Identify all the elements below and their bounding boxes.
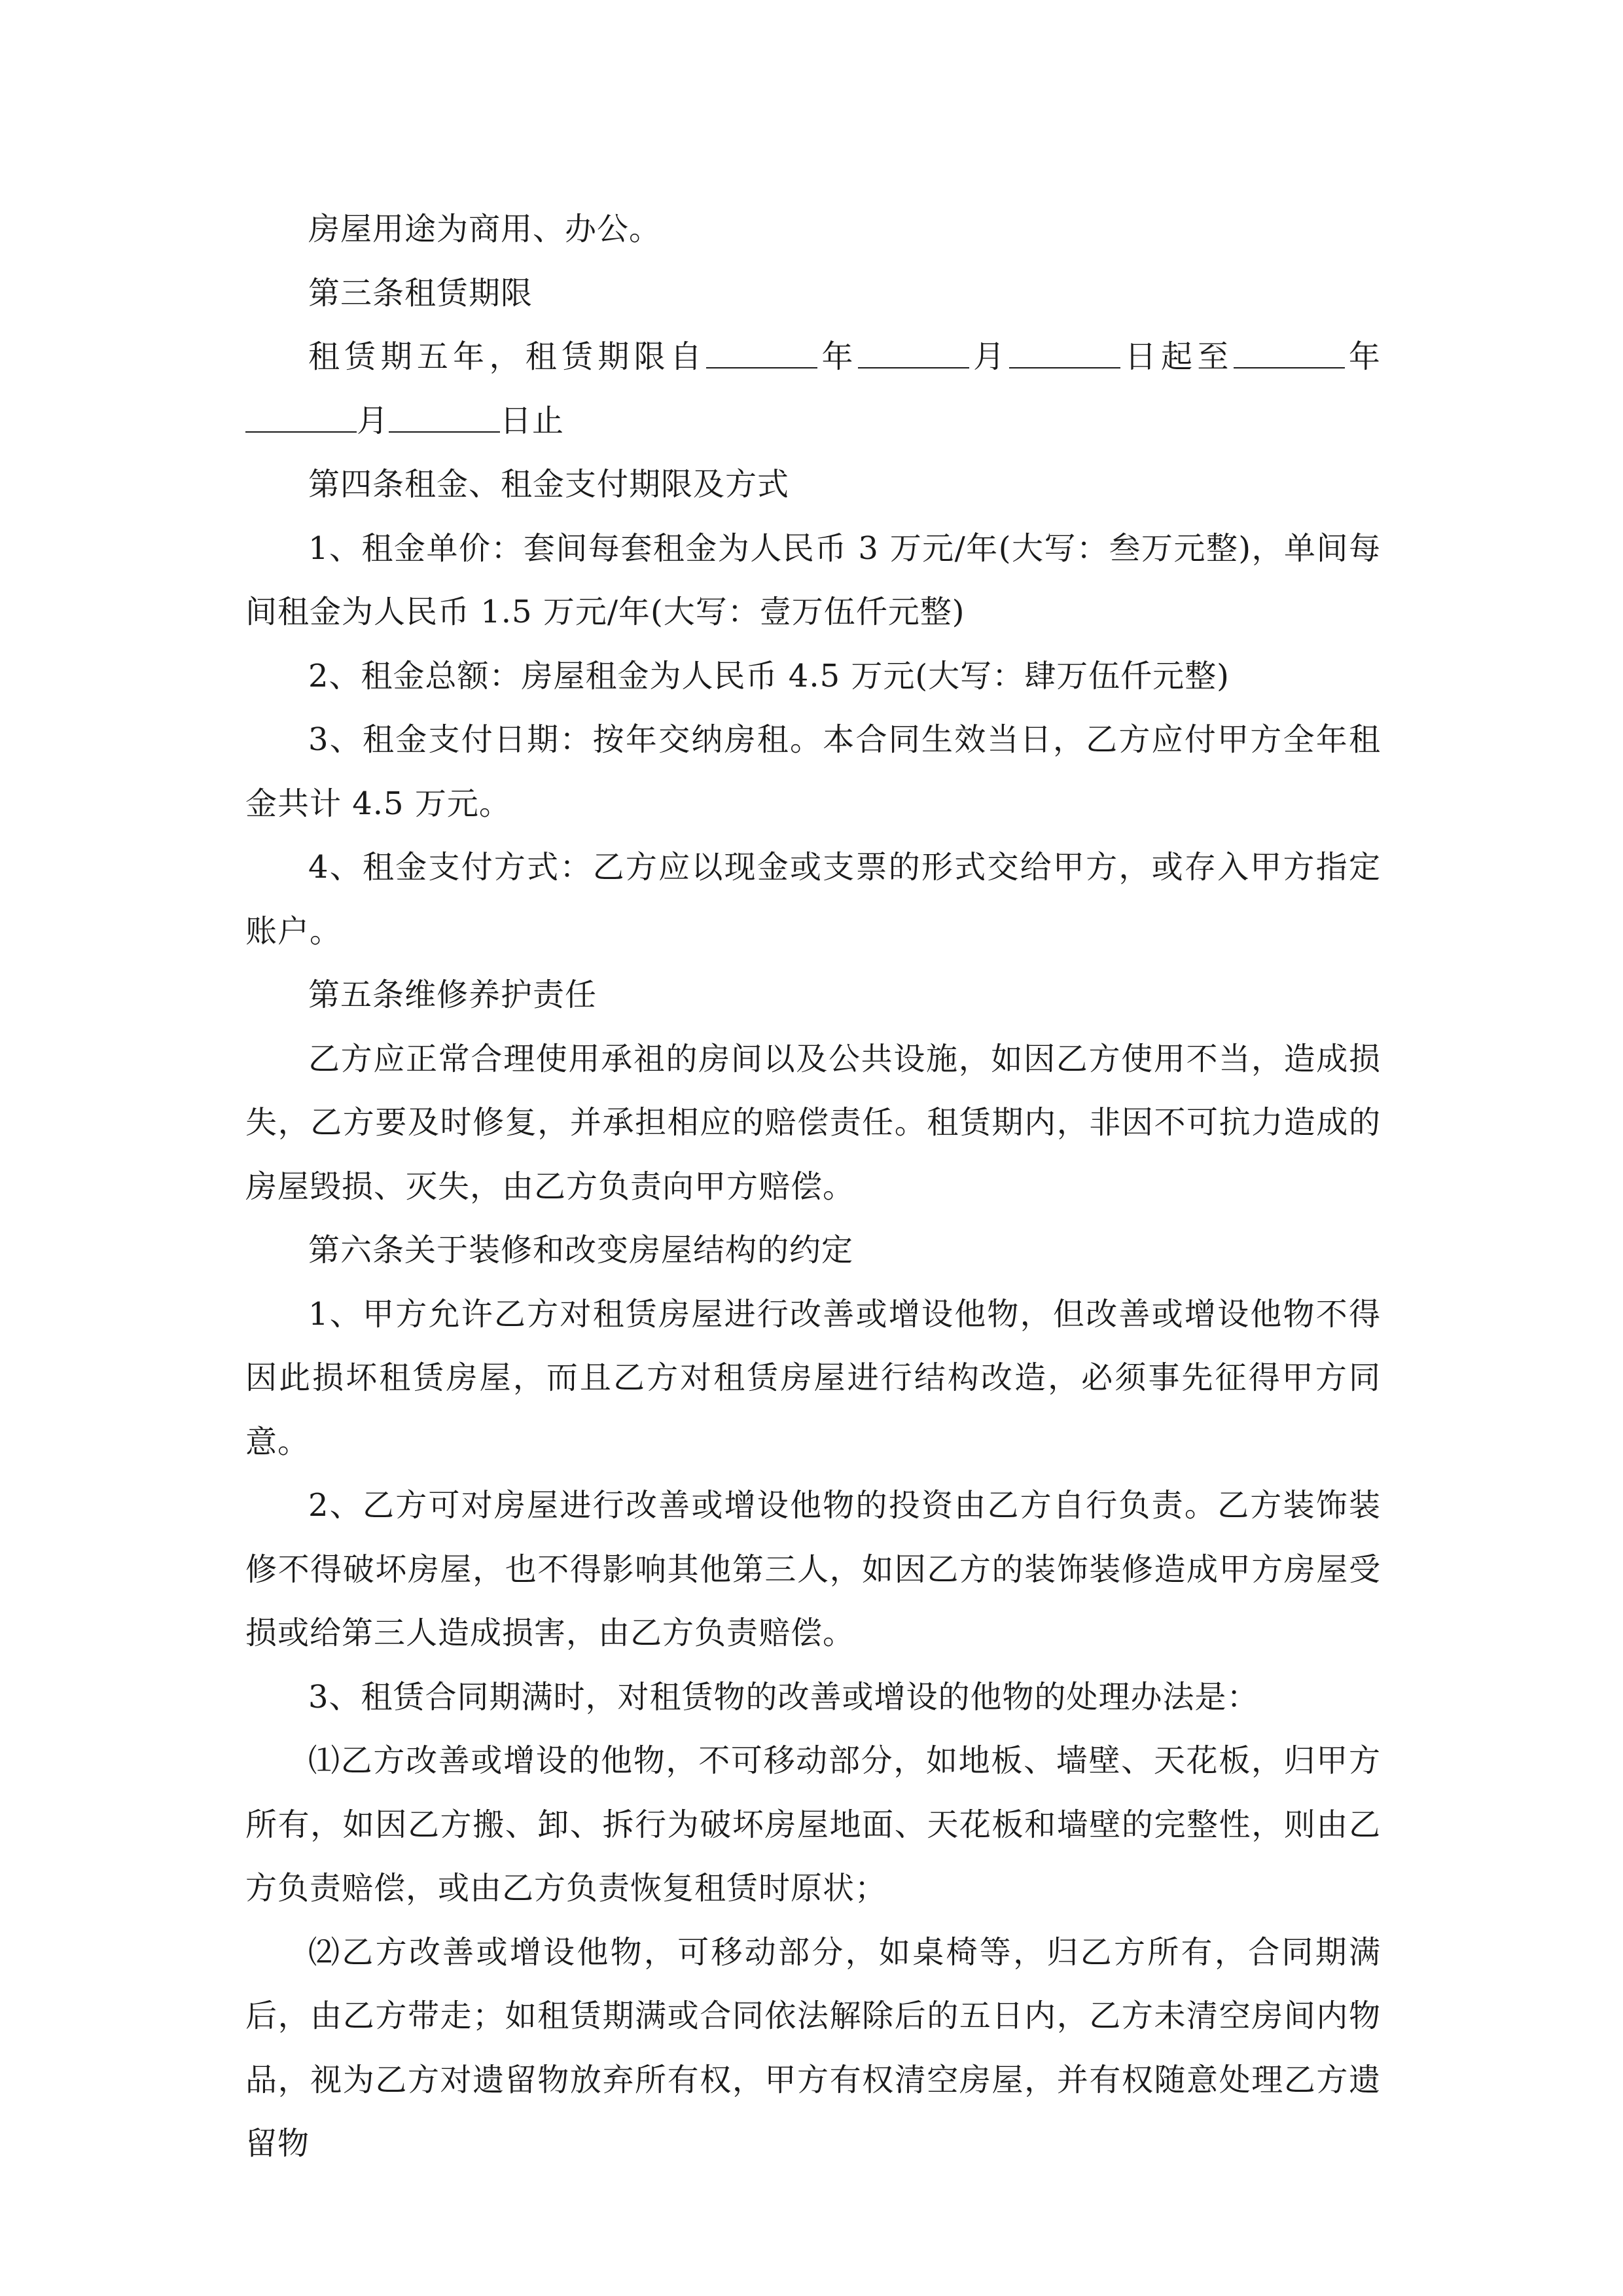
start-year-label: 年 (817, 338, 858, 375)
end-day-label: 日止 (500, 402, 565, 439)
renovation-subclause-2: ⑵乙方改善或增设他物，可移动部分，如桌椅等，归乙方所有，合同期满后，由乙方带走；如租赁期满或合同依法解除后的五日内，乙方未清空房间内物品，视为乙方对遗留物放弃所有权，甲方有权清空房屋，并有权随意处理乙方遗留物 (245, 1933, 1381, 2162)
document-body (245, 198, 1381, 2176)
start-month-label: 月 (969, 338, 1010, 375)
article-4-heading: 第四条租金、租金支付期限及方式 (308, 466, 790, 503)
end-day-blank (389, 405, 500, 433)
maintenance-paragraph: 乙方应正常合理使用承祖的房间以及公共设施，如因乙方使用不当，造成损失，乙方要及时修复，并承担相应的赔偿责任。租赁期内，非因不可抗力造成的房屋毁损、灭失，由乙方负责向甲方赔偿。 (245, 1040, 1381, 1205)
end-year-label: 年 (1344, 338, 1381, 375)
renovation-clause-1: 1、甲方允许乙方对租赁房屋进行改善或增设他物，但改善或增设他物不得因此损坏租赁房屋，而且乙方对租赁房屋进行结构改造，必须事先征得甲方同意。 (245, 1295, 1381, 1460)
end-year-blank (1234, 341, 1345, 368)
article-6-heading: 第六条关于装修和改变房屋结构的约定 (308, 1232, 854, 1268)
renovation-clause-3: 3、租赁合同期满时，对租赁物的改善或增设的他物的处理办法是： (308, 1678, 1259, 1715)
renovation-clause-2: 2、乙方可对房屋进行改善或增设他物的投资由乙方自行负责。乙方装饰装修不得破坏房屋，也不得影响其他第三人，如因乙方的装饰装修造成甲方房屋受损或给第三人造成损害，由乙方负责赔偿。 (245, 1487, 1381, 1651)
rent-payment-date-paragraph: 3、租金支付日期：按年交纳房租。本合同生效当日，乙方应付甲方全年租金共计 4.5 万元。 (245, 721, 1381, 822)
rent-unit-price-paragraph: 1、租金单价：套间每套租金为人民币 3 万元/年(大写：叁万元整)，单间每间租金为人民币 1.5 万元/年(大写：壹万伍仟元整) (245, 529, 1381, 630)
start-year-blank (706, 341, 817, 368)
start-day-label: 日起至 (1120, 338, 1234, 375)
start-day-blank (1009, 341, 1120, 368)
end-month-label: 月 (357, 402, 389, 439)
lease-term-intro: 租赁期五年，租赁期限自 (308, 338, 707, 375)
rent-total-paragraph: 2、租金总额：房屋租金为人民币 4.5 万元(大写：肆万伍仟元整) (308, 657, 1230, 694)
article-3-heading: 第三条租赁期限 (308, 274, 533, 312)
end-month-blank (245, 405, 357, 433)
usage-paragraph: 房屋用途为商用、办公。 (308, 211, 662, 247)
start-month-blank (858, 341, 969, 368)
rent-payment-method-paragraph: 4、租金支付方式：乙方应以现金或支票的形式交给甲方，或存入甲方指定账户。 (245, 849, 1381, 950)
article-5-heading: 第五条维修养护责任 (308, 977, 597, 1013)
renovation-subclause-1: ⑴乙方改善或增设的他物，不可移动部分，如地板、墙壁、天花板，归甲方所有，如因乙方搬、卸、拆行为破坏房屋地面、天花板和墙壁的完整性，则由乙方负责赔偿，或由乙方负责恢复租赁时原状； (245, 1742, 1381, 1907)
lease-term-paragraph (245, 325, 1381, 453)
